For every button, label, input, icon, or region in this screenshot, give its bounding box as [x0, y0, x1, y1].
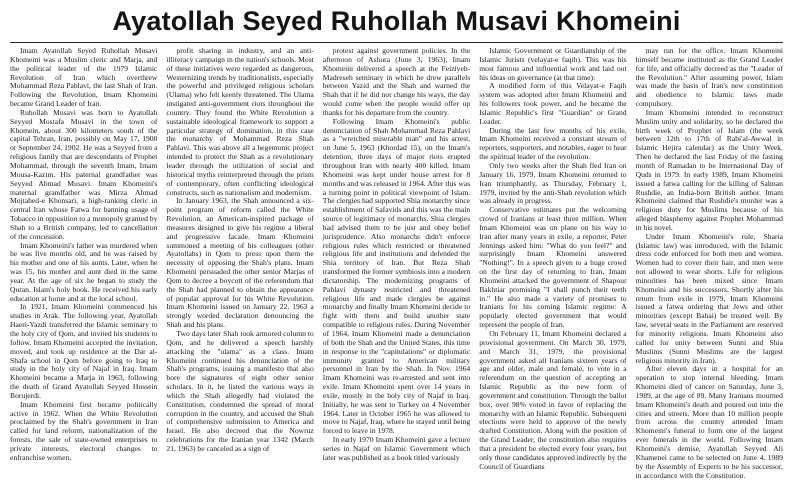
- article-paragraph: Following Imam Khomeini's public denunciation of Shah Mohammad Reza Pahlavi as a "wretched miserable man" and his arrest, on June 5, 1963 (Khordad 15), on the Imam's detention, three days of major riots erupted throughout Iran with nearly 400 killed. Imam Khomeini was kept under house arrest for 8 months and was released in 1964. After this was a turning point in political viewpoint of Islam. The clergies had supported Shia monarchy since establishment of Safavids and this was the main source of legitimacy of monarchs. Shia clergies had advised them to be just and obey belief jurisprudence. Also monarchs didn't enforce religious rules which restricted or threatened religious life and institutions and defended the Shia territory of Iran. But Reza Shah transformed the former symbiosis into a modern dictatorship. The modernizing programs of Pahlavi dynasty restricted and threatened religious life and made clergies be against monarchy and finally Imam Khomeini decide to fight with them and build another state compatible to religious rules. During November of 1964, Imam Khomeini made a denunciation of both the Shah and the United States, this time in response to the "capitulations" or diplomatic immunity granted to American military personnel in Iran by the Shah. In Nov. 1964 Imam Khomeini was re-arrested and sent into exile. Imam Khomeini spent over 14 years in exile, mostly in the holy city of Najaf in Iraq. Initially, he was sent to Turkey on 4 November 1964. Later in October 1965 he was allowed to move to Najaf, Iraq, where he stayed until being forced to leave in 1978.: [322, 116, 471, 436]
- article-column-1: [10, 47, 157, 480]
- article-paragraph: Imam Khomeini first became politically active in 1962. When the White Revolution proclaimed by the Shah's government in Iran called for land reform, nationalization of the forests, the sale of state-owned enterprises to private interests, electoral changes to enfranchise women,: [10, 399, 158, 462]
- article-paragraph: During the last few months of his exile, Imam Khomeini received a constant stream of reporters, supporters, and notables, eager to hear the spiritual leader of the revolution.: [479, 125, 627, 162]
- article-column-4: [479, 47, 626, 480]
- article-paragraph: Imam Ayatollah Seyed Ruhollah Musavi Khomeini was a Muslim cleric and Marja, and the political leader of the 1979 Islamic Revolution of Iran which overthrew Mohammad Reza Pahlavi, the last Shah of Iran. Following the Revolution, Imam Khomeini became Grand Leader of Iran.: [10, 46, 158, 109]
- article-paragraph: Two days later Shah took armored column to Qom, and he delivered a speech harshly attacking the "ulama" as a class. Imam Khomeini continued his denunciation of the Shah's programs, issuing a manifesto that also bore the signatures of eight other senior scholars. In it, he listed the various ways in which the Shah allegedly had violated the Constitution, condemned the spread of moral corruption in the country, and accused the Shah of comprehensive submission to America and Israel. He also decreed that the Nowruz celebrations for the Iranian year 1342 (March 21, 1963) be canceled as a sign of: [166, 329, 314, 453]
- article-paragraph: In 1921, Imam Khomeini commenced his studies in Arak. The following year, Ayatollah Haeri-Yazdi transferred the Islamic seminary to the holy city of Qom, and invited his students to follow. Imam Khomeini accepted the invitation, moved, and took up residence at the Dar al-Shafa school in Qom before going to Iraq to study in the holy city of Najaf in Iraq. Imam Khomeini became a Marja in 1963, following the death of Grand Ayatollah Seyyed Hussein Borujerdi.: [10, 302, 158, 400]
- article-paragraph: A modified form of this Velayat-e Faqih system was adopted after Imam Khomeini and his followers took power, and he became the Islamic Republic's first "Guardian" or Grand Leader.: [479, 81, 627, 126]
- article-paragraph: Ruhollah Musavi was born to Ayatollah Seyyed Mostafa Musavi in the town of Khomein, about 300 kilometers south of the capital Tehran, Iran, possibly on May 17, 1900 or September 24, 1902. He was a Seyyed from a religious family that are descendants of Prophet Mohammad, through the seventh Imam, Imam Mousa-Kazim. His paternal grandfather was Seyyed Ahmad Musavi. Imam Khomeini's maternal grandfather was Mirza Ahmad Mojtahed-e Khonsari, a high-ranking cleric in central Iran whose Fatwa for banning usage of Tobacco in opposition to a monopoly granted by Shah to a British company, led to cancellation of the concession.: [10, 107, 158, 241]
- article-paragraph: protest against government policies. In the afternoon of Ashura (June 3, 1963), Imam Khomeini delivered a speech at the Feiziyeh-Madreseh seminary in which he drew parallels between Yazid and the Shah and warned the Shah that if he did not change his ways, the day would come when the people would offer up thanks for his departure from the country.: [322, 46, 471, 117]
- article-paragraph: may run for the office. Imam Khomeini himself became instituted as the Grand Leader for life, and officially decreed as the "Leader of the Revolution." After assuming power, Islam was made the basis of Iran's new constitution and obedience to Islamic laws made compulsory.: [635, 46, 783, 109]
- article-paragraph: Islamic Government or Guardianship of the Islamic Jurists (velayat-e faqih). This was his most famous and influential work and laid out his ideas on governance (at that time):: [479, 46, 627, 82]
- article-paragraph: After eleven days in a hospital for an operation to stop internal bleeding, Imam Khomeini died of cancer on Saturday, June 3, 1989, at the age of 89. Many Iranians mourned Imam Khomeini's death and poured out into the cities and streets. More than 10 million people from across the country attended Imam Khomeini's funeral to form one of the largest ever funerals in the world. Following Imam Khomeini's demise, Ayatollah Seyyed Ali Khamenei came to be selected on June 4, 1989 by the Assembly of Experts to be his successor, in accordance with the Constitution.: [635, 364, 783, 480]
- article-paragraph: On February 11, Imam Khomeini declared a provisional government. On March 30, 1979, and March 31, 1979, the provisional government asked all Iranians sixteen years of age and older, male and female, to vote in a referendum on the question of accepting an Islamic Republic as the new form of government and constitution. Through the ballot box, over 98% voted in favor of replacing the monarchy with an Islamic Republic. Subsequent elections were held to approve of the newly drafted Constitution. Along with the position of the Grand Leader, the constitution also requires that a president be elected every four years, but only those candidates approved indirectly by the Council of Guardians: [479, 329, 627, 471]
- article-paragraph: Imam Khomeini intended to reconstruct Muslim unity and solidarity, so he declared the birth week of Prophet of Islam (the week between 12th to 17th of Rabi'al-Awwal in Islamic Hejira calendar) as the Unity Week. Then he declared the last Friday of the fasting month of Ramadan to be International Day of Quds in 1979. In early 1989, Imam Khomeini issued a fatwa calling for the killing of Salman Rushdie, an India-born British author. Imam Khomeini claimed that Rushdie's murder was a religious duty for Muslims because of his alleged blasphemy against Prophet Mohammad in his novel.: [635, 107, 783, 232]
- article-paragraph: In January 1963, the Shah announced a six-point program of reform called the White Revolution, an American-inspired package of measures designed to give his regime a liberal and progressive facade. Imam Khomeini summoned a meeting of his colleagues (other Ayatollahs) in Qom to press upon them the necessity of opposing the Shah's plans. Imam Khomeini persuaded the other senior Marjas of Qom to decree a boycott of the referendum that the Shah had planned to obtain the appearance of popular approval for his White Revolution. Imam Khomeini issued on January 22, 1963 a strongly worded declaration denouncing the Shah and his plans.: [166, 196, 314, 330]
- article-column-5: [636, 47, 783, 480]
- article-paragraph: Under Imam Khomeini's rule, Sharia (Islamic law) was introduced, with the Islamic dress code enforced for both men and women. Women had to cover their hair, and men were not allowed to wear shorts. Life for religious minorities has been mixed since Imam Khomeini and his successors. Shortly after his return from exile in 1979, Imam Khomeini issued a fatwa ordering that Jews and other minorities (except Bahai) be treated well. By law, several seats in the Parliament are reserved for minority religions. Imam Khomeini also called for unity between Sunni and Shia Muslims (Sunni Muslims are the largest religious minority in Iran).: [635, 231, 783, 365]
- headline-divider: [10, 42, 783, 43]
- article-paragraph: Imam Khomeini's father was murdered when he was five months old, and he was raised by his mother and one of his aunts. Later, when he was 15, his mother and aunt died in the same year. At the age of six he began to study the Quran. Islam's holy book. He received his early education at home and at the local school.: [10, 240, 158, 303]
- article-paragraph: profit sharing in industry, and an anti-illiteracy campaign in the nation's schools. Most of these initiatives were regarded as dangerous, Westernizing trends by traditionalists, especially the powerful and privileged religious scholars (Ulama) who felt keenly threatened. The Ulama instigated anti-government riots throughout the country. They found the White Revolution a sustainable ideological framework to support a particular strategy of domination, in this case the monarchy of Mohammad Reza Shah Pahlavi. This was above all a hegemonic project intended to protect the Shah as a revolutionary leader through the utilization of social and historical myths reinterpreted through the prism of contemporary, often conflicting ideological constructs, such as nationalism and modernism.: [166, 46, 314, 197]
- article-headline: Ayatollah Seyed Ruhollah Musavi Khomeini: [112, 6, 681, 36]
- article-column-2: [166, 47, 313, 480]
- article-paragraph: Conservative estimates put the welcoming crowd of Iranians at least three million. When Imam Khomeini was on plane on his way to Iran after many years in exile, a reporter, Peter Jennings asked him: "What do you feel?" and surprisingly Imam Khomeini answered "Nothing!". In a speech given to a huge crowd on the first day of returning to Iran, Imam Khomeini attacked the government of Shapour Bakhtiar promising "I shall punch their teeth in." He also made a variety of promises to Iranians for his coming Islamic regime: A popularly elected government that would represent the people of Iran.: [479, 205, 627, 330]
- article-column-3: [323, 47, 470, 480]
- article-paragraph: Only two weeks after the Shah fled Iran on January 16, 1979, Imam Khomeini returned to Iran triumphantly, as Thursday, February 1, 1979, invited by the anti-Shah revolution which was already in progress.: [479, 160, 627, 206]
- article-body: [10, 46, 783, 480]
- article-paragraph: In early 1970 Imam Khomeini gave a lecture series in Najaf on Islamic Government which later was published as a book titled variously: [322, 435, 471, 462]
